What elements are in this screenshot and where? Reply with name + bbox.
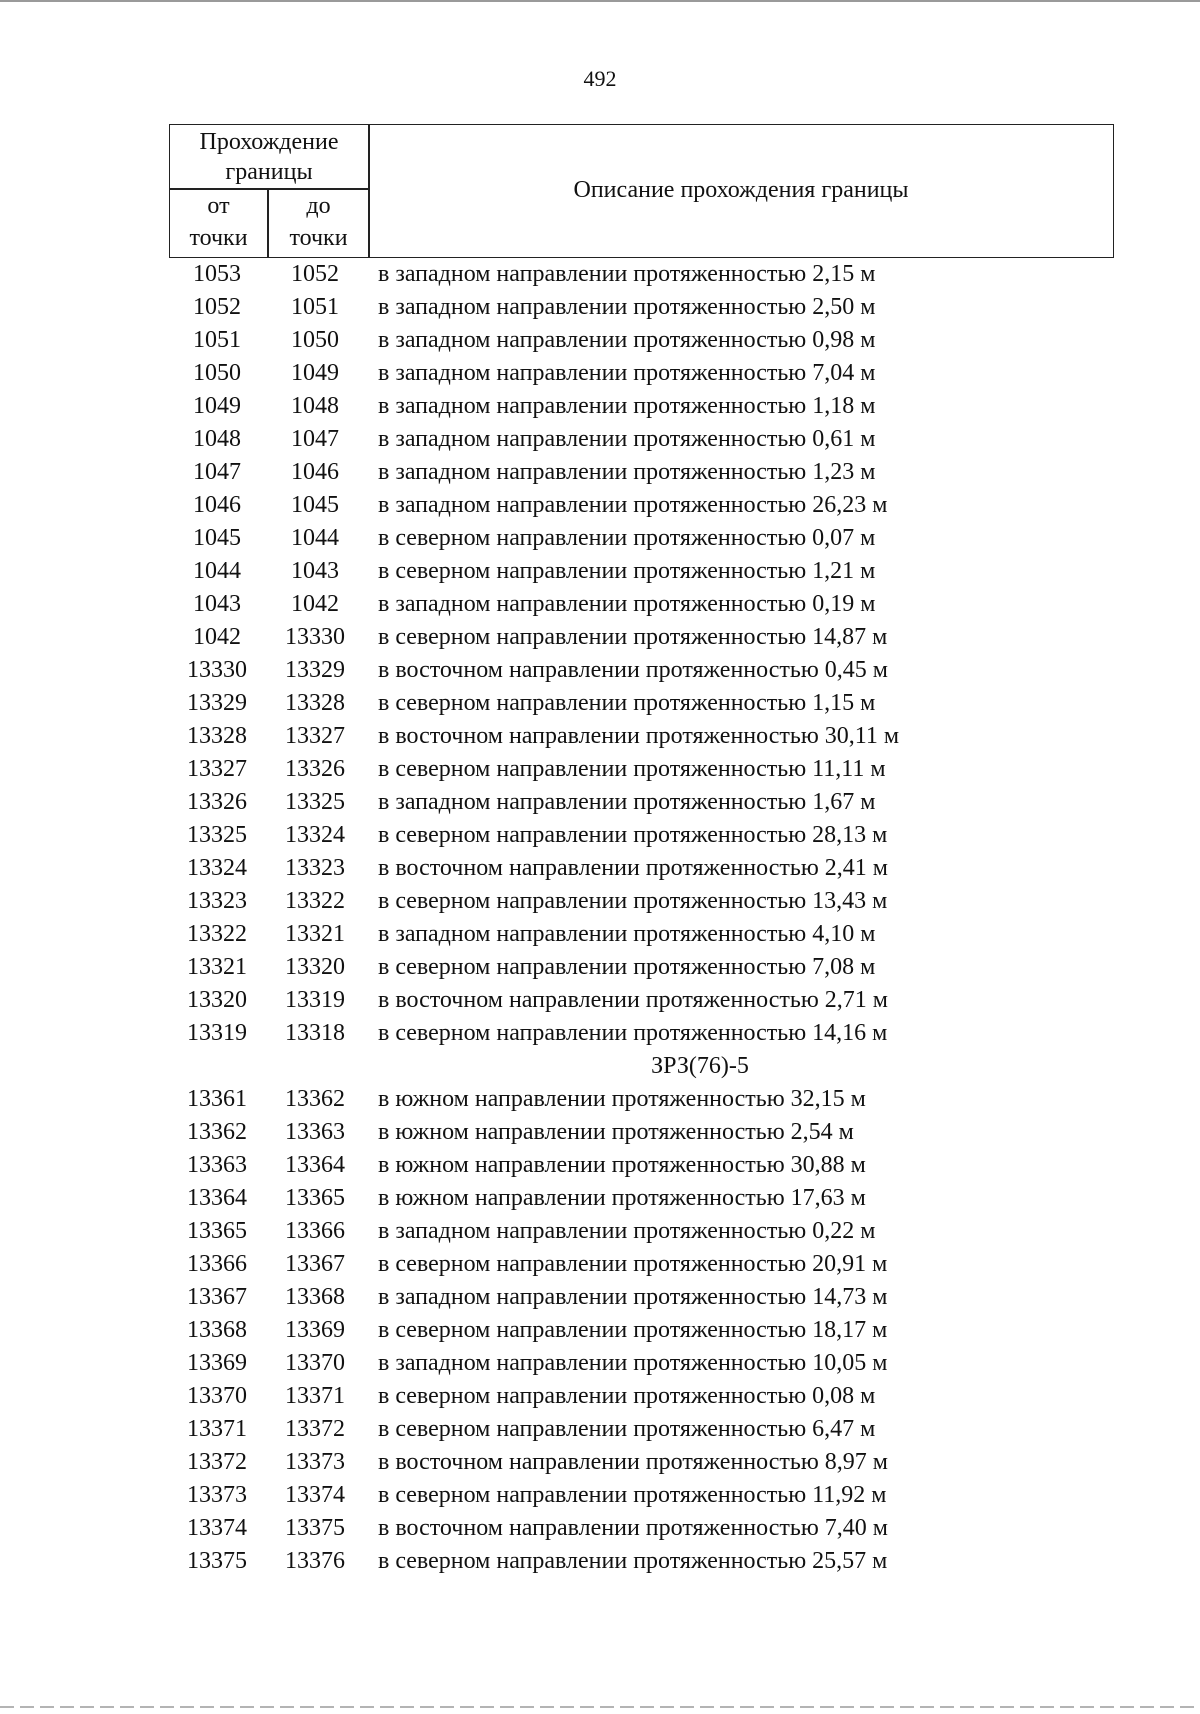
header-divider-group xyxy=(170,188,368,190)
boundary-description: в западном направлении протяженностью 0,19 м xyxy=(378,591,876,617)
from-point: 13365 xyxy=(187,1218,247,1244)
to-point: 13363 xyxy=(285,1119,345,1145)
from-point: 13328 xyxy=(187,723,247,749)
boundary-description: в северном направлении протяженностью 7,08 м xyxy=(378,954,876,980)
from-point: 13367 xyxy=(187,1284,247,1310)
table-row xyxy=(0,918,1200,951)
to-point: 13376 xyxy=(285,1548,345,1574)
to-point: 13323 xyxy=(285,855,345,881)
boundary-description: в западном направлении протяженностью 1,67 м xyxy=(378,789,876,815)
to-point: 1042 xyxy=(291,591,339,617)
to-point: 13365 xyxy=(285,1185,345,1211)
table-header xyxy=(169,124,1114,258)
boundary-description: в западном направлении протяженностью 10,05 м xyxy=(378,1350,888,1376)
to-point: 13373 xyxy=(285,1449,345,1475)
boundary-description: в западном направлении протяженностью 0,98 м xyxy=(378,327,876,353)
table-row xyxy=(0,1380,1200,1413)
boundary-description: в западном направлении протяженностью 26,23 м xyxy=(378,492,888,518)
to-point: 1050 xyxy=(291,327,339,353)
table-row xyxy=(0,753,1200,786)
from-point: 13329 xyxy=(187,690,247,716)
to-point: 13364 xyxy=(285,1152,345,1178)
to-point: 1044 xyxy=(291,525,339,551)
table-row xyxy=(0,1281,1200,1314)
table-row xyxy=(0,621,1200,654)
table-row xyxy=(0,1215,1200,1248)
boundary-description: в северном направлении протяженностью 1,15 м xyxy=(378,690,876,716)
from-point: 13324 xyxy=(187,855,247,881)
boundary-description: в западном направлении протяженностью 2,50 м xyxy=(378,294,876,320)
boundary-description: в северном направлении протяженностью 28,13 м xyxy=(378,822,888,848)
table-row xyxy=(0,456,1200,489)
boundary-description: в восточном направлении протяженностью 8,97 м xyxy=(378,1449,888,1475)
table-row xyxy=(0,489,1200,522)
from-point: 13368 xyxy=(187,1317,247,1343)
boundary-description: в северном направлении протяженностью 1,21 м xyxy=(378,558,876,584)
boundary-description: в северном направлении протяженностью 11,11 м xyxy=(378,756,886,782)
table-row xyxy=(0,1083,1200,1116)
from-point: 13366 xyxy=(187,1251,247,1277)
from-point: 13369 xyxy=(187,1350,247,1376)
boundary-description: в южном направлении протяженностью 17,63 м xyxy=(378,1185,866,1211)
from-point: 13375 xyxy=(187,1548,247,1574)
from-point: 13374 xyxy=(187,1515,247,1541)
header-to-label-2: точки xyxy=(289,225,348,251)
boundary-description: в северном направлении протяженностью 18,17 м xyxy=(378,1317,888,1343)
to-point: 1048 xyxy=(291,393,339,419)
table-row xyxy=(0,852,1200,885)
table-row xyxy=(0,291,1200,324)
to-point: 13324 xyxy=(285,822,345,848)
header-description-title: Описание прохождения границы xyxy=(573,177,909,203)
to-point: 13371 xyxy=(285,1383,345,1409)
boundary-description: в северном направлении протяженностью 11,92 м xyxy=(378,1482,887,1508)
boundary-description: в западном направлении протяженностью 14,73 м xyxy=(378,1284,888,1310)
from-point: 1048 xyxy=(193,426,241,452)
header-to-label-1: до xyxy=(306,193,331,219)
to-point: 1045 xyxy=(291,492,339,518)
page-number: 492 xyxy=(583,66,617,91)
table-row xyxy=(0,1413,1200,1446)
table-row xyxy=(0,1545,1200,1578)
table-row xyxy=(0,1347,1200,1380)
from-point: 13323 xyxy=(187,888,247,914)
table-row xyxy=(0,984,1200,1017)
table-row xyxy=(0,1512,1200,1545)
to-point: 13322 xyxy=(285,888,345,914)
to-point: 13372 xyxy=(285,1416,345,1442)
table-row xyxy=(0,1017,1200,1050)
table-row xyxy=(0,423,1200,456)
to-point: 13328 xyxy=(285,690,345,716)
from-point: 13330 xyxy=(187,657,247,683)
from-point: 13327 xyxy=(187,756,247,782)
boundary-description: в восточном направлении протяженностью 2,41 м xyxy=(378,855,888,881)
table-row xyxy=(0,390,1200,423)
from-point: 13371 xyxy=(187,1416,247,1442)
to-point: 13370 xyxy=(285,1350,345,1376)
table-row xyxy=(0,357,1200,390)
boundary-description: в северном направлении протяженностью 20,91 м xyxy=(378,1251,888,1277)
from-point: 13373 xyxy=(187,1482,247,1508)
header-group-title: Прохождение границы xyxy=(199,129,339,185)
boundary-description: в северном направлении протяженностью 0,07 м xyxy=(378,525,876,551)
from-point: 13321 xyxy=(187,954,247,980)
to-point: 13375 xyxy=(285,1515,345,1541)
to-point: 13368 xyxy=(285,1284,345,1310)
header-from-label-2: точки xyxy=(189,225,248,251)
from-point: 1043 xyxy=(193,591,241,617)
table-row xyxy=(0,687,1200,720)
from-point: 1050 xyxy=(193,360,241,386)
to-point: 13327 xyxy=(285,723,345,749)
boundary-description: в западном направлении протяженностью 0,22 м xyxy=(378,1218,876,1244)
to-point: 13330 xyxy=(285,624,345,650)
from-point: 1044 xyxy=(193,558,241,584)
scan-edge-bottom xyxy=(0,1706,1200,1708)
boundary-description: в западном направлении протяженностью 1,18 м xyxy=(378,393,876,419)
to-point: 13362 xyxy=(285,1086,345,1112)
rows-group-2 xyxy=(0,1083,1200,1578)
to-point: 13325 xyxy=(285,789,345,815)
table-row xyxy=(0,1149,1200,1182)
table-row xyxy=(0,324,1200,357)
table-body xyxy=(0,258,1200,1578)
to-point: 13318 xyxy=(285,1020,345,1046)
to-point: 1043 xyxy=(291,558,339,584)
from-point: 13320 xyxy=(187,987,247,1013)
from-point: 1047 xyxy=(193,459,241,485)
table-row xyxy=(0,522,1200,555)
from-point: 1051 xyxy=(193,327,241,353)
from-point: 1049 xyxy=(193,393,241,419)
boundary-description: в северном направлении протяженностью 0,08 м xyxy=(378,1383,876,1409)
to-point: 13329 xyxy=(285,657,345,683)
from-point: 13372 xyxy=(187,1449,247,1475)
to-point: 1047 xyxy=(291,426,339,452)
boundary-description: в восточном направлении протяженностью 0,45 м xyxy=(378,657,888,683)
from-point: 13322 xyxy=(187,921,247,947)
table-row xyxy=(0,1479,1200,1512)
to-point: 1052 xyxy=(291,261,339,287)
from-point: 13364 xyxy=(187,1185,247,1211)
boundary-description: в западном направлении протяженностью 1,23 м xyxy=(378,459,876,485)
table-row xyxy=(0,555,1200,588)
rows-group-1 xyxy=(0,258,1200,1050)
boundary-description: в восточном направлении протяженностью 30,11 м xyxy=(378,723,900,749)
from-point: 13361 xyxy=(187,1086,247,1112)
to-point: 13320 xyxy=(285,954,345,980)
table-row xyxy=(0,951,1200,984)
from-point: 13363 xyxy=(187,1152,247,1178)
from-point: 1042 xyxy=(193,624,241,650)
boundary-description: в северном направлении протяженностью 13,43 м xyxy=(378,888,888,914)
to-point: 1051 xyxy=(291,294,339,320)
table-row xyxy=(0,1446,1200,1479)
boundary-description: в северном направлении протяженностью 14,16 м xyxy=(378,1020,888,1046)
boundary-description: в западном направлении протяженностью 4,10 м xyxy=(378,921,876,947)
table-row xyxy=(0,588,1200,621)
from-point: 13362 xyxy=(187,1119,247,1145)
scan-edge-top xyxy=(0,0,1200,2)
to-point: 1049 xyxy=(291,360,339,386)
to-point: 13366 xyxy=(285,1218,345,1244)
boundary-description: в северном направлении протяженностью 25,57 м xyxy=(378,1548,888,1574)
boundary-description: в южном направлении протяженностью 2,54 м xyxy=(378,1119,854,1145)
boundary-description: в западном направлении протяженностью 0,61 м xyxy=(378,426,876,452)
boundary-description: в западном направлении протяженностью 2,15 м xyxy=(378,261,876,287)
to-point: 13374 xyxy=(285,1482,345,1508)
from-point: 1046 xyxy=(193,492,241,518)
to-point: 13367 xyxy=(285,1251,345,1277)
to-point: 13369 xyxy=(285,1317,345,1343)
boundary-description: в западном направлении протяженностью 7,04 м xyxy=(378,360,876,386)
section-title: ЗРЗ(76)-5 xyxy=(651,1053,749,1079)
boundary-description: в южном направлении протяженностью 30,88 м xyxy=(378,1152,866,1178)
to-point: 13326 xyxy=(285,756,345,782)
from-point: 13326 xyxy=(187,789,247,815)
boundary-description: в северном направлении протяженностью 6,47 м xyxy=(378,1416,876,1442)
to-point: 13321 xyxy=(285,921,345,947)
table-row xyxy=(0,654,1200,687)
from-point: 13319 xyxy=(187,1020,247,1046)
table-row xyxy=(0,720,1200,753)
to-point: 13319 xyxy=(285,987,345,1013)
from-point: 1052 xyxy=(193,294,241,320)
from-point: 13325 xyxy=(187,822,247,848)
from-point: 1045 xyxy=(193,525,241,551)
table-row xyxy=(0,819,1200,852)
boundary-description: в северном направлении протяженностью 14,87 м xyxy=(378,624,888,650)
to-point: 1046 xyxy=(291,459,339,485)
boundary-description: в восточном направлении протяженностью 2,71 м xyxy=(378,987,888,1013)
table-row xyxy=(0,258,1200,291)
table-row xyxy=(0,1116,1200,1149)
table-row xyxy=(0,1314,1200,1347)
table-row xyxy=(0,885,1200,918)
table-row xyxy=(0,1182,1200,1215)
table-row xyxy=(0,786,1200,819)
boundary-description: в южном направлении протяженностью 32,15 м xyxy=(378,1086,866,1112)
boundary-description: в восточном направлении протяженностью 7,40 м xyxy=(378,1515,888,1541)
header-from-label-1: от xyxy=(207,193,230,219)
from-point: 13370 xyxy=(187,1383,247,1409)
from-point: 1053 xyxy=(193,261,241,287)
table-row xyxy=(0,1248,1200,1281)
